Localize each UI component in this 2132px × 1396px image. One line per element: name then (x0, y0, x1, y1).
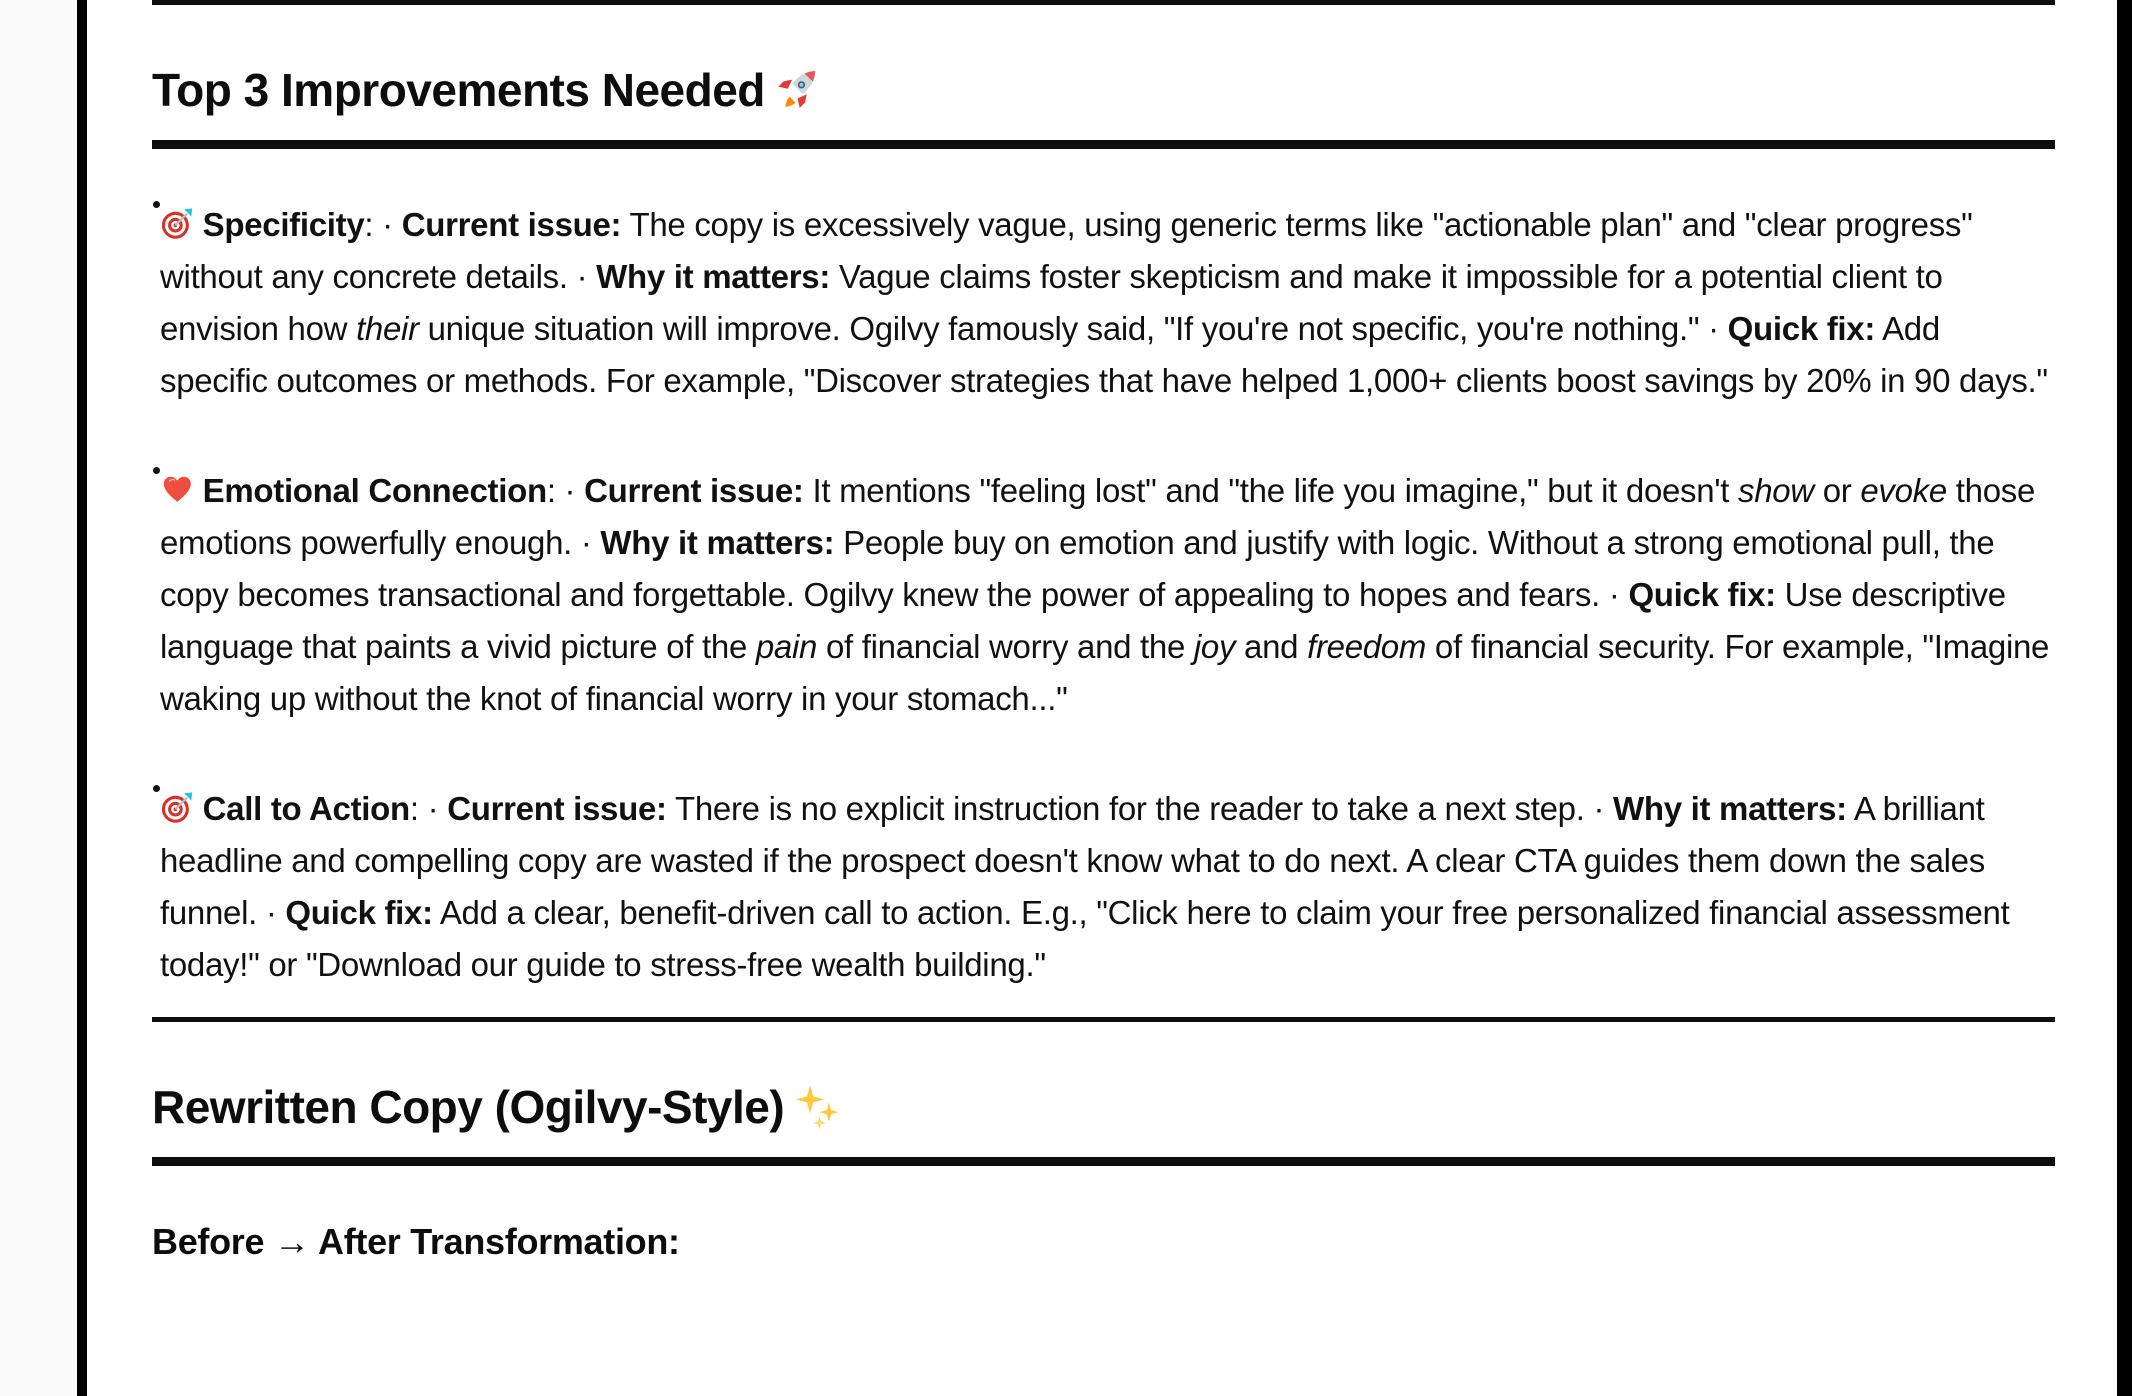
text-run: or (1813, 472, 1861, 509)
improvement-paragraph (152, 199, 2055, 407)
text-run: Add a clear, benefit-driven call to action. E.g., "Click here to claim your free personalized financial assessment today!" or "Download our guide to stress-free wealth building." (160, 894, 2010, 983)
italic-text: show (1738, 472, 1814, 509)
text-run: unique situation will improve. Ogilvy famously said, "If you're not specific, you're nothing." · (418, 310, 1728, 347)
text-run: It mentions "feeling lost" and "the life you imagine," but it doesn't (803, 472, 1739, 509)
bold-text: Current issue: (584, 472, 804, 509)
bold-text: Quick fix: (1727, 310, 1876, 347)
section-improvements (152, 63, 2055, 991)
italic-text: freedom (1307, 628, 1427, 665)
text-run: The copy is excessively vague, using generic terms like "actionable plan" and "clear progress" without any concrete details. · (160, 206, 1973, 295)
text-run: There is no explicit instruction for the reader to take a next step. · (666, 790, 1613, 827)
improvements-heading (152, 63, 2055, 149)
section-rewritten-copy (152, 1080, 2055, 1264)
rewritten-copy-heading-text: Rewritten Copy (Ogilvy-Style) (152, 1081, 785, 1133)
italic-text: joy (1193, 628, 1236, 665)
target-icon (160, 783, 195, 835)
before-after-subheading-text: Before → After Transformation: (152, 1221, 680, 1262)
bold-text: Why it matters: (596, 258, 831, 295)
window-left-border (77, 0, 87, 1396)
bold-text: Current issue: (401, 206, 622, 243)
italic-text: their (356, 310, 419, 347)
improvement-paragraph (152, 465, 2055, 725)
bullet-marker (153, 201, 160, 208)
text-run: Add specific outcomes or methods. For example, "Discover strategies that have helped 1,000+ clients boost savings by 20% in 90 days." (160, 310, 2048, 399)
improvements-heading-text: Top 3 Improvements Needed (152, 64, 765, 116)
text-run: : · (409, 790, 448, 827)
section-divider-top (152, 0, 2055, 5)
red-heart-icon (160, 465, 195, 517)
window-right-border (2117, 0, 2132, 1396)
bold-text: Specificity (202, 206, 365, 243)
text-run: Use descriptive language that paints a vivid picture of the (160, 576, 2006, 665)
list-item-specificity (152, 199, 2055, 407)
italic-text: evoke (1860, 472, 1947, 509)
bold-text: Emotional Connection (202, 472, 547, 509)
before-after-subheading (152, 1220, 2055, 1264)
bold-text: Why it matters: (1613, 790, 1847, 827)
bold-text: Quick fix: (285, 894, 433, 931)
bold-text: Why it matters: (600, 524, 835, 561)
text-run: and (1235, 628, 1308, 665)
rocket-icon (773, 63, 821, 118)
bold-text: Current issue: (447, 790, 667, 827)
text-run: of financial worry and the (817, 628, 1194, 665)
bullet-marker (153, 785, 160, 792)
target-icon (160, 199, 195, 251)
bullet-marker (153, 467, 160, 474)
improvement-paragraph (152, 783, 2055, 991)
document-body (87, 0, 2117, 1396)
list-item-emotional-connection (152, 465, 2055, 725)
rewritten-copy-heading (152, 1080, 2055, 1166)
text-run: : · (364, 206, 402, 243)
left-gutter (0, 0, 77, 1396)
italic-text: pain (755, 628, 818, 665)
section-divider (152, 1017, 2055, 1022)
list-item-call-to-action (152, 783, 2055, 991)
text-run: : · (546, 472, 585, 509)
bold-text: Call to Action (202, 790, 410, 827)
text-run: of financial security. For example, "Imagine waking up without the knot of financial worry in your stomach..." (160, 628, 2050, 717)
text-run: those emotions powerfully enough. · (160, 472, 2036, 561)
sparkles-icon (792, 1080, 840, 1135)
text-run: Vague claims foster skepticism and make it impossible for a potential client to envision how (160, 258, 1943, 347)
text-run: A brilliant headline and compelling copy are wasted if the prospect doesn't know what to do next. A clear CTA guides them down the sales funnel. · (160, 790, 1985, 931)
bold-text: Quick fix: (1628, 576, 1776, 613)
text-run: People buy on emotion and justify with logic. Without a strong emotional pull, the copy becomes transactional and forgettable. Ogilvy knew the power of appealing to hopes and fears. · (160, 524, 1995, 613)
improvements-list (152, 199, 2055, 991)
